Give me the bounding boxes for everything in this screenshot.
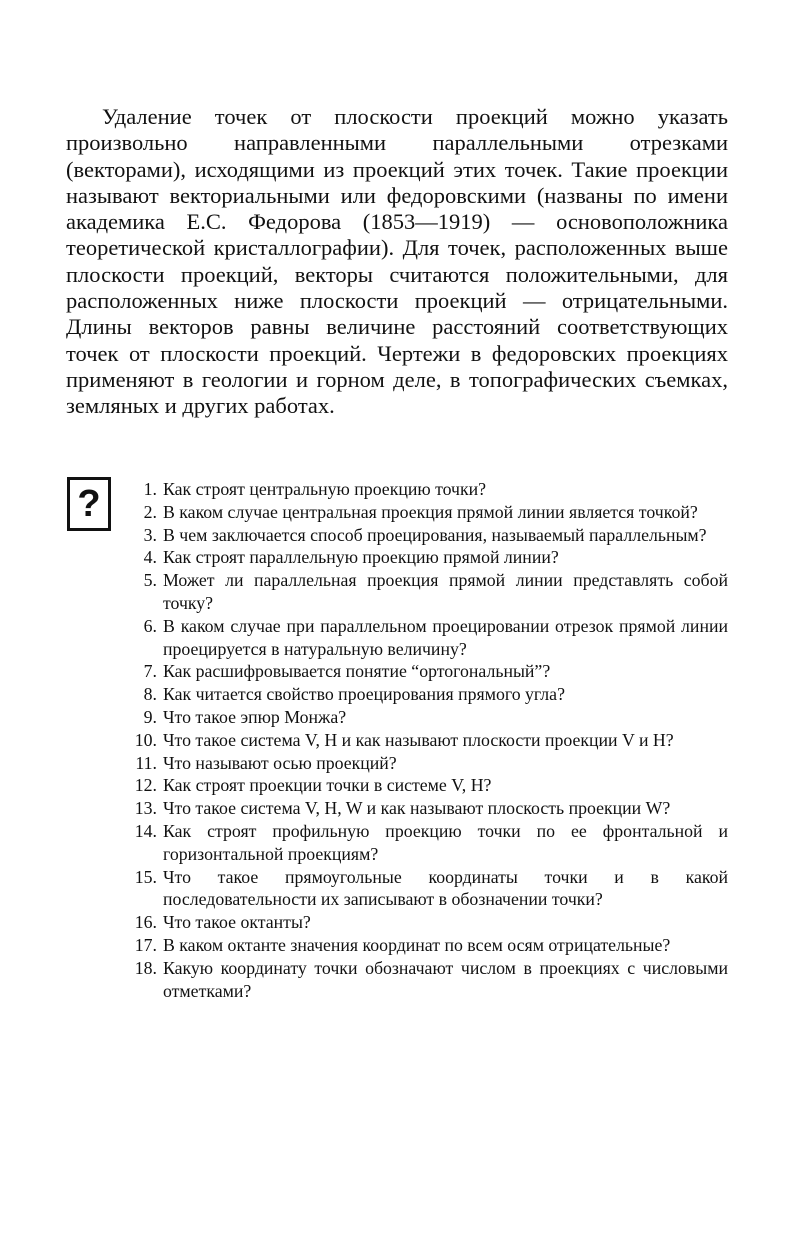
question-number: 7. bbox=[143, 661, 157, 682]
question-text: Как строят центральную проекцию точки? bbox=[163, 479, 487, 499]
question-number: 13. bbox=[134, 798, 157, 819]
question-number: 5. bbox=[143, 570, 157, 591]
question-item bbox=[130, 569, 728, 615]
question-item bbox=[130, 957, 728, 1003]
question-item bbox=[130, 820, 728, 866]
question-text: Как расшифровывается понятие “ортогональный”? bbox=[163, 661, 551, 682]
question-item bbox=[130, 546, 728, 569]
question-number: 10. bbox=[134, 729, 157, 750]
question-item bbox=[130, 797, 728, 820]
question-item bbox=[130, 752, 728, 775]
question-text: В каком случае центральная проекция прямой линии является точкой? bbox=[163, 501, 698, 522]
question-text: Что такое система V, H, W и как называют плоскость проекции W? bbox=[163, 798, 671, 819]
question-number: 4. bbox=[143, 547, 157, 568]
question-number: 1. bbox=[143, 479, 157, 499]
question-item bbox=[130, 774, 728, 797]
question-number: 12. bbox=[134, 775, 157, 796]
question-number: 15. bbox=[134, 866, 157, 887]
question-item bbox=[130, 501, 728, 524]
question-item bbox=[130, 934, 728, 957]
question-text: Как читается свойство проецирования прямого угла? bbox=[163, 684, 565, 705]
question-number: 11. bbox=[135, 752, 157, 773]
question-text: Может ли параллельная проекция прямой линии представлять собой точку? bbox=[163, 570, 728, 613]
question-text: Что называют осью проекций? bbox=[163, 752, 397, 773]
question-number: 18. bbox=[134, 957, 157, 978]
question-item bbox=[130, 683, 728, 706]
question-text: Что такое эпюр Монжа? bbox=[163, 706, 347, 727]
question-number: 2. bbox=[143, 501, 157, 522]
question-item bbox=[130, 615, 728, 661]
question-text: Как строят параллельную проекцию прямой линии? bbox=[163, 547, 559, 568]
question-text: Как строят профильную проекцию точки по ее фронтальной и горизонтальной проекциям? bbox=[163, 820, 728, 864]
question-item bbox=[130, 911, 728, 934]
question-mark-symbol: ? bbox=[77, 483, 101, 525]
question-text: В чем заключается способ проецирования, называемый параллельным? bbox=[163, 524, 707, 545]
question-item bbox=[130, 660, 728, 683]
question-text: Что такое октанты? bbox=[163, 912, 311, 933]
question-text: Какую координату точки обозначают числом в проекциях с числовыми отметками? bbox=[163, 957, 728, 1001]
question-item bbox=[130, 524, 728, 547]
question-text: Как строят проекции точки в системе V, H? bbox=[163, 775, 492, 796]
review-questions-list bbox=[130, 478, 728, 1002]
question-text: Что такое прямоугольные координаты точки и в какой последовательности их записывают в обозначении точки? bbox=[163, 866, 728, 910]
question-number: 16. bbox=[134, 912, 157, 933]
question-text: Что такое система V, H и как называют плоскости проекции V и H? bbox=[163, 729, 674, 750]
question-number: 3. bbox=[143, 524, 157, 545]
question-text: В каком октанте значения координат по всем осям отрицательные? bbox=[163, 934, 671, 955]
body-paragraph: Удаление точек от плоскости проекций можно указать произвольно направленными параллельными отрезками (векторами), исходящими из проекций этих точек. Такие проекции называют векториальными или федоровскими (названы по имени академика Е.С. Федорова (1853—1919) — основоположника теоретической кристаллографии). Для точек, расположенных выше плоскости проекций, векторы считаются положительными, для расположенных ниже плоскости проекций — отрицательными. Длины векторов равны величине расстояний соответствующих точек от плоскости проекций. Чертежи в федоровских проекциях применяют в геологии и горном деле, в топографических съемках, земляных и других работах. bbox=[66, 104, 728, 419]
question-item bbox=[130, 706, 728, 729]
question-mark-box-icon bbox=[67, 477, 111, 531]
question-number: 8. bbox=[143, 684, 157, 705]
question-number: 14. bbox=[134, 820, 157, 841]
question-number: 17. bbox=[134, 934, 157, 955]
question-item bbox=[130, 478, 728, 501]
question-number: 6. bbox=[143, 615, 157, 636]
question-item bbox=[130, 866, 728, 912]
question-item bbox=[130, 729, 728, 752]
question-text: В каком случае при параллельном проецировании отрезок прямой линии проецируется в натуральную величину? bbox=[163, 615, 728, 659]
question-number: 9. bbox=[143, 706, 157, 727]
